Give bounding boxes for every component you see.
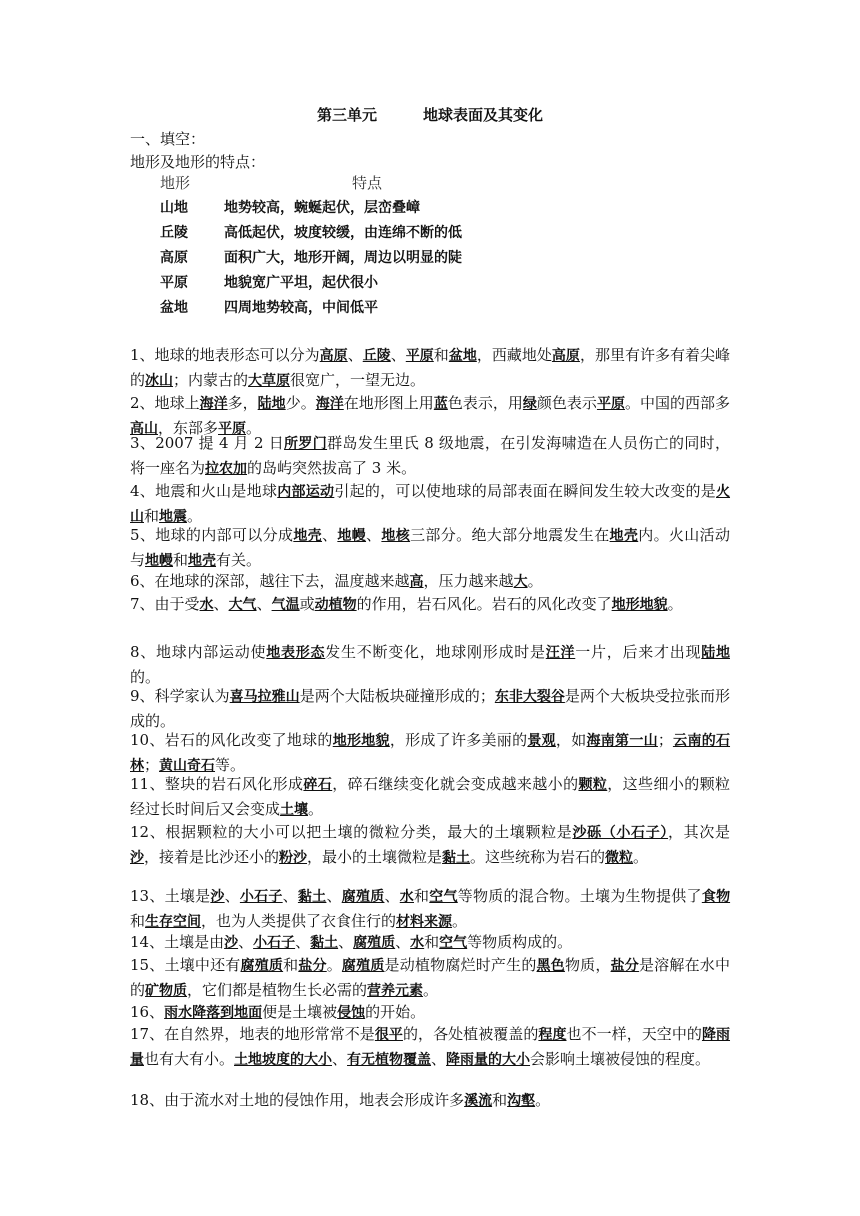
question-text: 的，各处植被覆盖的 <box>402 1025 539 1043</box>
answer-text: 冰山 <box>145 372 174 389</box>
question-text: 18、由于流水对土地的侵蚀作用，地表会形成许多 <box>130 1091 465 1109</box>
question-text: 、 <box>256 595 272 613</box>
answer-text: 矿物质 <box>145 982 188 999</box>
answer-text: 高 <box>409 574 424 590</box>
question-text: 、 <box>282 887 298 905</box>
question-text: 是两个大陆板块碰撞形成的； <box>299 687 495 705</box>
answer-text: 地核 <box>381 528 411 544</box>
answer-text: 汪洋 <box>545 645 576 661</box>
question-item <box>130 570 730 595</box>
answer-text: 平原 <box>596 396 625 412</box>
section-heading: 一、填空： <box>130 130 206 148</box>
question-text: ，最小的土壤微粒是 <box>307 847 443 866</box>
question-item <box>130 344 730 393</box>
answer-text: 营养元素 <box>367 982 424 999</box>
question-text: 11、整块的岩石风化形成 <box>130 775 304 793</box>
question-text: ，形成了许多美丽的 <box>389 731 528 749</box>
landform-feature: 四周地势较高，中间低平 <box>224 300 378 316</box>
answer-text: 腐殖质 <box>240 958 284 974</box>
question-text: 和 <box>144 506 160 525</box>
question-text: 、 <box>295 933 311 951</box>
table-row <box>160 296 462 321</box>
question-text: 。 <box>187 506 203 525</box>
question-text: 、 <box>332 1049 348 1068</box>
question-text: ，这些细小的颗粒经过长时间后又会变成 <box>130 775 731 818</box>
answer-text: 沟壑 <box>507 1093 536 1109</box>
question-text: 多， <box>227 394 258 412</box>
question-text: 、 <box>213 595 229 613</box>
answer-text: 空气 <box>439 935 468 951</box>
question-text: 颜色表示 <box>536 394 597 412</box>
answer-text: 颗粒 <box>578 777 608 793</box>
question-item <box>130 885 730 934</box>
answer-text: 碎石 <box>303 777 333 793</box>
question-item <box>130 432 730 481</box>
question-text: 。 <box>308 799 324 818</box>
answer-text: 土地坡度的大小 <box>234 1051 333 1068</box>
question-text: 的开始。 <box>365 1003 426 1021</box>
answer-text: 景观 <box>527 733 556 749</box>
question-text: 、 <box>322 526 338 544</box>
question-text: 。 <box>633 847 649 866</box>
question-text: 很宽广，一望无边。 <box>290 370 426 389</box>
question-text: 、 <box>326 887 342 905</box>
question-text: 等物质构成的。 <box>467 933 573 951</box>
question-text: 和 <box>414 887 430 905</box>
question-text: 的岛屿突然拔高了 3 米。 <box>247 458 417 477</box>
landform-feature: 高低起伏，坡度较缓，由连绵不断的低 <box>224 225 462 241</box>
table-row <box>160 246 462 271</box>
question-text: 的。 <box>130 667 161 686</box>
question-text: 、 <box>224 887 240 905</box>
question-text: 等。 <box>215 755 246 774</box>
answer-text: 东非大裂谷 <box>494 689 565 705</box>
answer-text: 海洋 <box>315 396 344 412</box>
answer-text: 腐殖质 <box>341 889 385 905</box>
answer-text: 有无植物覆盖 <box>347 1051 432 1068</box>
question-text: ，碎石继续变化就会变成越来越小的 <box>332 775 579 793</box>
answer-text: 高原 <box>551 348 580 364</box>
answer-text: 水 <box>410 935 425 951</box>
question-text: 色表示，用 <box>447 394 523 412</box>
question-text: 。 <box>527 572 543 590</box>
question-text: 会影响土壤被侵蚀的程度。 <box>530 1049 711 1068</box>
question-text: 6、在地球的深部，越往下去，温度越来越 <box>130 572 410 590</box>
question-text: ，它们都是植物生长必需的 <box>187 980 368 999</box>
question-text: 8、地球内部运动使 <box>130 643 267 661</box>
question-text: 便是土壤被 <box>262 1003 338 1021</box>
answer-text: 地壳 <box>609 528 639 544</box>
answer-text: 绿 <box>522 396 537 412</box>
question-text: 16、 <box>130 1003 165 1021</box>
answer-text: 小石子 <box>239 889 283 905</box>
answer-text: 程度 <box>538 1027 567 1043</box>
answer-text: 火山 <box>130 484 731 525</box>
question-text: ，压力越来越 <box>423 572 514 590</box>
question-text: 、 <box>238 933 254 951</box>
title-topic: 地球表面及其变化 <box>423 106 544 124</box>
page-title <box>0 104 860 125</box>
question-text: 5、地球的内部可以分成 <box>130 526 294 544</box>
answer-text: 动植物 <box>314 597 357 613</box>
answer-text: 气温 <box>271 597 300 613</box>
landform-name: 高原 <box>160 250 188 266</box>
answer-text: 地形地貌 <box>332 733 390 749</box>
question-text: 和 <box>130 911 146 930</box>
answer-text: 腐殖质 <box>353 935 396 951</box>
answer-text: 沙砾（小石子） <box>572 825 669 841</box>
question-text: 、 <box>395 933 411 951</box>
answer-text: 盐分 <box>298 958 327 974</box>
question-text: ，也为人类提供了衣食住行的 <box>201 911 397 930</box>
answer-text: 降雨量的大小 <box>446 1051 531 1068</box>
question-item <box>130 524 730 573</box>
answer-text: 喜马拉雅山 <box>229 689 300 705</box>
question-text: ，如 <box>555 731 587 749</box>
question-text: 4、地震和火山是地球 <box>130 482 278 500</box>
question-text: 10、岩石的风化改变了地球的 <box>130 731 333 749</box>
answer-text: 地壳 <box>188 552 217 569</box>
answer-text: 地震 <box>159 508 188 525</box>
answer-text: 地表形态 <box>266 645 326 661</box>
question-text: 、 <box>347 346 363 364</box>
question-text: 。 <box>452 911 468 930</box>
answer-text: 侵蚀 <box>337 1005 366 1021</box>
question-text: 。这些统称为岩石的 <box>470 847 606 866</box>
question-item <box>130 480 730 529</box>
answer-text: 土壤 <box>280 801 309 818</box>
question-text: 15、土壤中还有 <box>130 956 241 974</box>
landform-name: 山地 <box>160 200 188 216</box>
question-text: 。 <box>326 956 342 974</box>
question-text: 、 <box>338 933 354 951</box>
answer-text: 盐分 <box>610 958 639 974</box>
question-text: 2、地球上 <box>130 394 200 412</box>
question-text: ，东部多 <box>158 418 219 437</box>
question-text: 在地形图上用 <box>343 394 434 412</box>
question-text: 是动植物腐烂时产生的 <box>384 956 537 974</box>
landform-table <box>160 171 462 321</box>
answer-text: 生存空间 <box>145 913 202 930</box>
answer-text: 食物 <box>701 889 731 905</box>
landform-feature: 面积广大，地形开阔，周边以明显的陡 <box>224 250 462 266</box>
answer-text: 黏土 <box>442 849 471 866</box>
question-text: 9、科学家认为 <box>130 687 230 705</box>
question-text: ，那里有许多有着尖峰的 <box>130 346 731 389</box>
answer-text: 地壳 <box>293 528 323 544</box>
landform-feature: 地貌宽广平坦，起伏很小 <box>224 275 378 291</box>
landform-feature: 地势较高，蜿蜒起伏，层峦叠嶂 <box>224 200 420 216</box>
answer-text: 水 <box>199 597 214 613</box>
question-text: 等物质的混合物。土壤为生物提供了 <box>457 887 702 905</box>
question-text: 、 <box>431 1049 447 1068</box>
answer-text: 高山 <box>130 420 158 437</box>
answer-text: 雨水降落到地面 <box>164 1005 263 1021</box>
question-text: 和 <box>283 956 299 974</box>
question-item <box>130 729 730 778</box>
question-text: 。 <box>667 595 683 613</box>
question-text: 、 <box>366 526 382 544</box>
question-item <box>130 593 730 618</box>
question-text: 14、土壤是由 <box>130 933 225 951</box>
answer-text: 腐殖质 <box>341 958 385 974</box>
question-text: 是溶解在水中的 <box>130 956 730 999</box>
answer-text: 黑色 <box>536 958 565 974</box>
answer-text: 黄山奇石 <box>159 757 216 774</box>
answer-text: 降雨量 <box>130 1027 731 1068</box>
question-text: 、 <box>384 887 400 905</box>
question-text: ；内蒙古的 <box>173 370 249 389</box>
header-landform: 地形 <box>160 174 191 192</box>
question-text: 的作用，岩石风化。岩石的风化改变了 <box>356 595 612 613</box>
landform-name: 丘陵 <box>160 225 188 241</box>
question-text: ，西藏地处 <box>476 346 552 364</box>
question-item <box>130 821 730 870</box>
question-item <box>130 773 730 822</box>
answer-text: 粉沙 <box>279 849 308 866</box>
table-row <box>160 196 462 221</box>
question-text: 。中国的西部多 <box>624 394 731 412</box>
question-text: 内。火山活动与 <box>130 526 730 569</box>
landform-name: 盆地 <box>160 300 188 316</box>
table-header <box>160 171 462 196</box>
answer-text: 平原 <box>405 348 434 364</box>
question-text: 和 <box>433 346 449 364</box>
answer-text: 黏土 <box>310 935 339 951</box>
question-text: 7、由于受 <box>130 595 200 613</box>
question-text: 3、2007 提 4 月 2 日 <box>130 434 285 452</box>
question-item <box>130 954 730 1003</box>
question-item <box>130 641 730 689</box>
question-item <box>130 931 730 956</box>
question-text: ，接着是比沙还小的 <box>144 847 280 866</box>
landform-name: 平原 <box>160 275 188 291</box>
answer-text: 大 <box>513 574 528 590</box>
question-text: 。 <box>535 1091 551 1109</box>
answer-text: 沙 <box>130 849 144 866</box>
answer-text: 沙 <box>210 889 225 905</box>
section-subtitle: 地形及地形的特点： <box>130 153 266 171</box>
answer-text: 大气 <box>228 597 257 613</box>
question-text: ； <box>657 731 673 749</box>
answer-text: 云南的石林 <box>130 733 731 774</box>
question-text: 和 <box>492 1091 508 1109</box>
table-row <box>160 221 462 246</box>
question-item <box>130 1089 730 1114</box>
question-item <box>130 685 730 733</box>
answer-text: 溪流 <box>464 1093 493 1109</box>
question-text: 也不一样，天空中的 <box>566 1025 702 1043</box>
answer-text: 地形地貌 <box>611 597 668 613</box>
answer-text: 盆地 <box>448 348 477 364</box>
question-text: 少。 <box>285 394 316 412</box>
question-text: 17、在自然界，地表的地形常常不是 <box>130 1025 375 1043</box>
answer-text: 所罗门 <box>284 436 328 452</box>
answer-text: 微粒 <box>605 849 634 866</box>
answer-text: 大草原 <box>248 372 291 389</box>
question-text: ； <box>144 755 160 774</box>
answer-text: 材料来源 <box>396 913 453 930</box>
question-text: 和 <box>424 933 440 951</box>
answer-text: 沙 <box>224 935 239 951</box>
table-row <box>160 271 462 296</box>
question-text: 引起的，可以使地球的局部表面在瞬间发生较大改变的是 <box>334 482 717 500</box>
question-text: 群岛发生里氏 8 级地震，在引发海啸造在人员伤亡的同时，将一座名为 <box>130 434 730 477</box>
question-text: 1、地球的地表形态可以分为 <box>130 346 320 364</box>
answer-text: 蓝 <box>433 396 448 412</box>
answer-text: 海洋 <box>199 396 228 412</box>
question-text: 有关。 <box>216 550 262 569</box>
answer-text: 地幔 <box>337 528 367 544</box>
question-text: 三部分。绝大部分地震发生在 <box>410 526 610 544</box>
question-text: 。 <box>246 418 262 437</box>
question-text: 一片，后来才出现 <box>575 643 702 661</box>
question-text: ，其次是 <box>668 823 730 841</box>
answer-text: 小石子 <box>253 935 296 951</box>
answer-text: 地幔 <box>145 552 174 569</box>
question-text: 13、土壤是 <box>130 887 211 905</box>
answer-text: 拉农加 <box>205 460 248 477</box>
question-text: 。 <box>423 980 439 999</box>
answer-text: 水 <box>399 889 414 905</box>
header-feature: 特点 <box>352 174 383 192</box>
question-text: 、 <box>390 346 406 364</box>
title-unit: 第三单元 <box>316 106 377 124</box>
question-item <box>130 1023 730 1072</box>
answer-text: 很平 <box>374 1027 403 1043</box>
question-text: 12、根据颗粒的大小可以把土壤的微粒分类，最大的土壤颗粒是 <box>130 823 573 841</box>
question-text: 是两个大板块受拉张而形成的。 <box>130 687 731 730</box>
answer-text: 陆地 <box>701 645 730 661</box>
answer-text: 内部运动 <box>277 484 335 500</box>
answer-text: 黏土 <box>297 889 327 905</box>
question-text: 也有大有小。 <box>144 1049 235 1068</box>
answer-text: 陆地 <box>257 396 286 412</box>
answer-text: 平原 <box>218 420 247 437</box>
answer-text: 丘陵 <box>362 348 391 364</box>
answer-text: 高原 <box>319 348 348 364</box>
answer-text: 海南第一山 <box>586 733 658 749</box>
question-text: 或 <box>299 595 315 613</box>
question-item <box>130 1001 730 1026</box>
question-text: 和 <box>173 550 189 569</box>
answer-text: 空气 <box>429 889 458 905</box>
question-text: 发生不断变化，地球刚形成时是 <box>325 643 546 661</box>
question-text: 物质， <box>564 956 611 974</box>
